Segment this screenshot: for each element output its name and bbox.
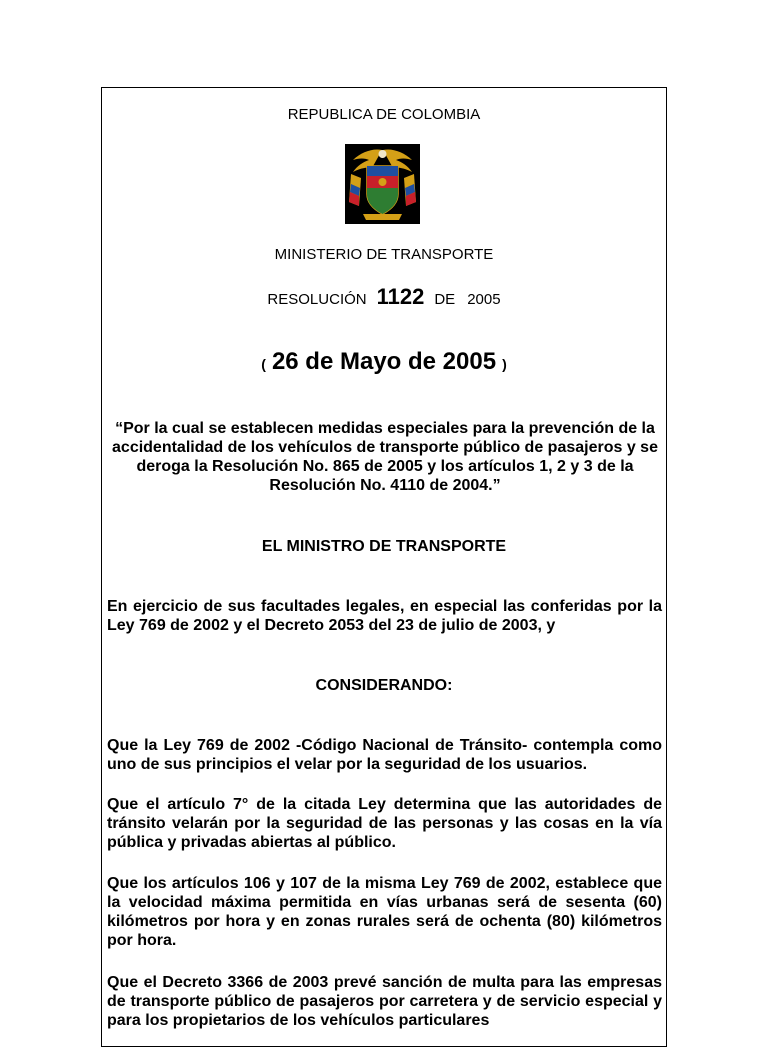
resolution-label: RESOLUCIÓN — [267, 291, 367, 308]
date-open-paren: ( — [261, 356, 266, 372]
legal-powers-paragraph: En ejercicio de sus facultades legales, en especial las conferidas por la Ley 769 de 2002 y el Decreto 2053 del 23 de julio de 2003, y — [107, 598, 662, 634]
resolution-date-line — [102, 348, 666, 376]
considerando-paragraph: Que los artículos 106 y 107 de la misma Ley 769 de 2002, establece que la velocidad máxima permitida en vías urbanas será de sesenta (60) kilómetros por hora y en zonas rurales será de ochenta (80) kilómetros por hora. — [107, 875, 662, 949]
resolution-purpose: “Por la cual se establecen medidas especiales para la prevención de la accidentalidad de los vehículos de transporte público de pasajeros y se deroga la Resolución No. 865 de 2005 y los artículos 1, 2 y 3 de la Resolución No. 4110 de 2004.” — [112, 420, 658, 494]
colombia-coat-of-arms-icon — [345, 144, 420, 224]
ministry-heading: MINISTERIO DE TRANSPORTE — [274, 246, 494, 263]
considerando-paragraph: Que el Decreto 3366 de 2003 prevé sanción de multa para las empresas de transporte público de pasajeros por carretera y de servicio especial y para los propietarios de los vehículos particulares — [107, 974, 662, 1029]
resolution-line — [102, 284, 666, 310]
date-close-paren: ) — [502, 356, 507, 372]
document-page — [101, 87, 667, 1047]
minister-heading: EL MINISTRO DE TRANSPORTE — [261, 538, 507, 555]
considerando-heading: CONSIDERANDO: — [315, 677, 453, 694]
resolution-de: DE — [434, 291, 456, 308]
resolution-year: 2005 — [467, 291, 501, 308]
considerando-paragraph: Que el artículo 7° de la citada Ley determina que las autoridades de tránsito velarán por la seguridad de las personas y las cosas en la vía pública y privadas abiertas al público. — [107, 796, 662, 851]
resolution-date: 26 de Mayo de 2005 — [271, 348, 497, 375]
considerando-paragraph: Que la Ley 769 de 2002 -Código Nacional de Tránsito- contempla como uno de sus principios el velar por la seguridad de los usuarios. — [107, 737, 662, 773]
coat-of-arms-svg — [345, 144, 420, 224]
country-heading: REPUBLICA DE COLOMBIA — [287, 106, 481, 123]
resolution-number: 1122 — [376, 284, 425, 309]
